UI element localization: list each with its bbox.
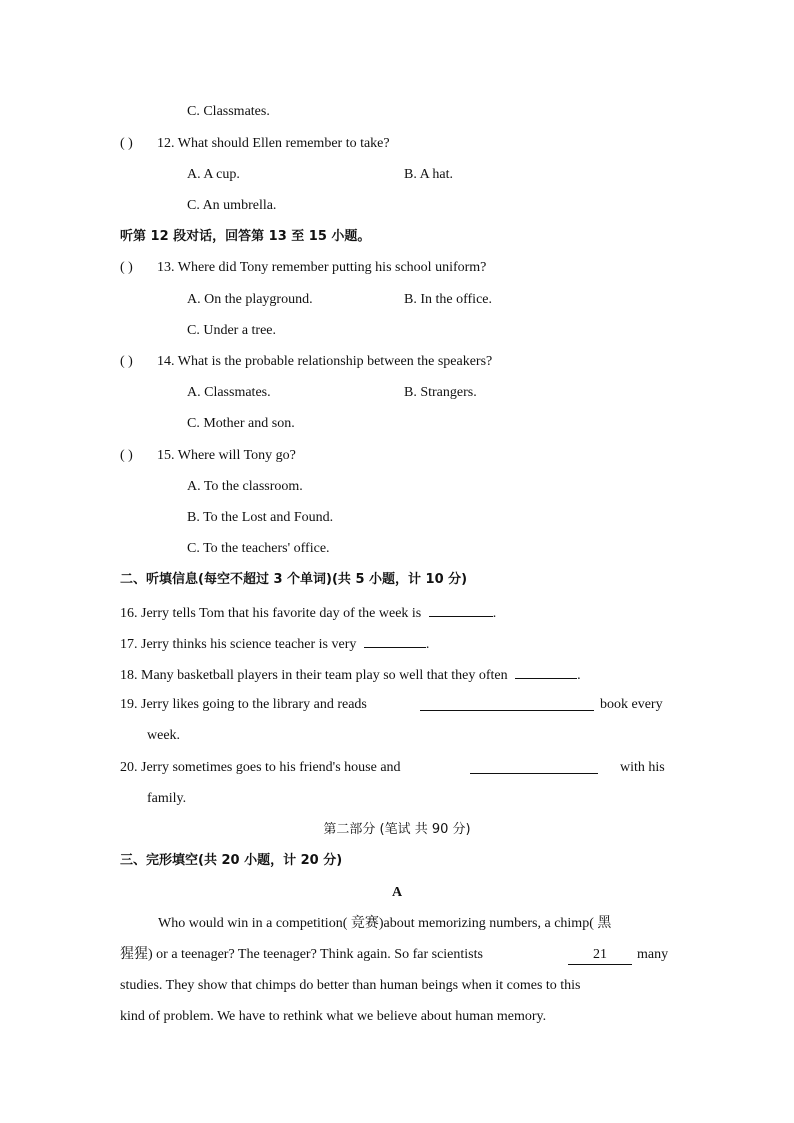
q19-text-cont: week. <box>147 728 181 743</box>
q16-period: . <box>492 606 497 621</box>
q18-blank[interactable] <box>515 665 577 679</box>
q12-option-b: B. A hat. <box>404 167 454 182</box>
q12-answer-paren[interactable]: ( ) <box>120 136 133 151</box>
q19-text-tail: book every <box>600 697 663 712</box>
q12-option-c: C. An umbrella. <box>187 198 277 213</box>
q15-stem: 15. Where will Tony go? <box>157 448 296 463</box>
q17-period: . <box>425 637 430 652</box>
part-2-heading: 第二部分 (笔试 共 90 分) <box>323 822 471 837</box>
q15-answer-paren[interactable]: ( ) <box>120 448 133 463</box>
q16-text: 16. Jerry tells Tom that his favorite day of the week is <box>120 606 422 621</box>
q19-text: 19. Jerry likes going to the library and reads <box>120 697 367 712</box>
q20-text-cont: family. <box>147 791 187 806</box>
q16-row <box>120 603 496 623</box>
q11-option-c: C. Classmates. <box>187 104 270 119</box>
passage-line-1: Who would win in a competition( 竞赛)about memorizing numbers, a chimp( 黑 <box>158 916 612 931</box>
q13-option-a: A. On the playground. <box>187 292 313 307</box>
q16-blank[interactable] <box>429 603 493 617</box>
passage-label: A <box>391 885 403 900</box>
q12-option-a: A. A cup. <box>187 167 240 182</box>
passage-line-3: studies. They show that chimps do better than human beings when it comes to this <box>120 978 581 993</box>
passage-line-2-tail: many <box>637 947 669 962</box>
q14-option-a: A. Classmates. <box>187 385 271 400</box>
q12-stem: 12. What should Ellen remember to take? <box>157 136 390 151</box>
q14-stem: 14. What is the probable relationship between the speakers? <box>157 354 493 369</box>
blank-21[interactable]: 21 <box>568 946 632 965</box>
q17-row <box>120 634 429 654</box>
q13-option-b: B. In the office. <box>404 292 492 307</box>
q18-text: 18. Many basketball players in their team play so well that they often <box>120 668 508 683</box>
q18-period: . <box>577 668 581 683</box>
q15-option-a: A. To the classroom. <box>187 479 303 494</box>
q18-row <box>120 665 581 685</box>
q14-answer-paren[interactable]: ( ) <box>120 354 133 369</box>
q13-stem: 13. Where did Tony remember putting his school uniform? <box>157 260 487 275</box>
q19-blank[interactable] <box>420 697 594 711</box>
q14-option-c: C. Mother and son. <box>187 416 295 431</box>
q15-option-b: B. To the Lost and Found. <box>187 510 334 525</box>
q17-blank[interactable] <box>364 634 426 648</box>
q20-text-tail: with his <box>620 760 665 775</box>
section-dialog-12-heading: 听第 12 段对话，回答第 13 至 15 小题。 <box>120 229 371 244</box>
q14-option-b: B. Strangers. <box>404 385 477 400</box>
section-3-heading: 三、完形填空(共 20 小题，计 20 分) <box>120 853 343 868</box>
q17-text: 17. Jerry thinks his science teacher is very <box>120 637 357 652</box>
q15-option-c: C. To the teachers' office. <box>187 541 330 556</box>
q13-answer-paren[interactable]: ( ) <box>120 260 133 275</box>
passage-line-4: kind of problem. We have to rethink what we believe about human memory. <box>120 1009 547 1024</box>
section-2-heading: 二、听填信息(每空不超过 3 个单词)(共 5 小题，计 10 分) <box>120 572 468 587</box>
q20-text: 20. Jerry sometimes goes to his friend's house and <box>120 760 401 775</box>
passage-line-2: 猩猩) or a teenager? The teenager? Think again. So far scientists <box>120 947 483 962</box>
q20-blank[interactable] <box>470 760 598 774</box>
q13-option-c: C. Under a tree. <box>187 323 277 338</box>
